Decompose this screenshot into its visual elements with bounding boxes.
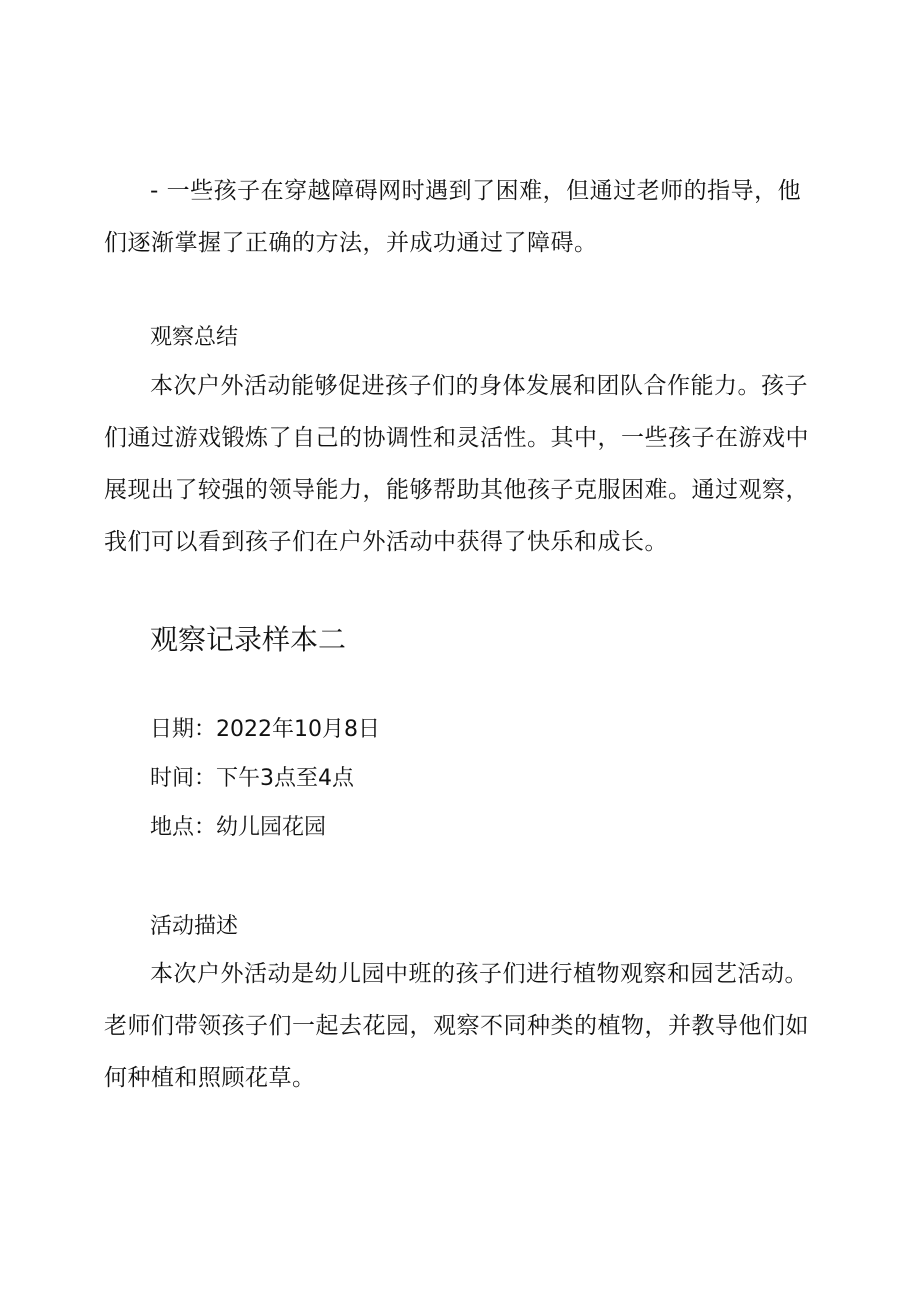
summary-heading: 观察总结 [150, 325, 239, 350]
location-line: 地点：幼儿园花园 [150, 815, 327, 840]
activity-paragraph: 本次户外活动是幼儿园中班的孩子们进行植物观察和园艺活动。老师们带领孩子们一起去花园，观察不同种类的植物，并教导他们如何种植和照顾花草。 [104, 961, 809, 1091]
sample-two-title: 观察记录样本二 [150, 623, 347, 656]
date-line: 日期：2022年10月8日 [150, 717, 380, 742]
summary-paragraph: 本次户外活动能够促进孩子们的身体发展和团队合作能力。孩子们通过游戏锻炼了自己的协调性和灵活性。其中，一些孩子在游戏中展现出了较强的领导能力，能够帮助其他孩子克服困难。通过观察，我们可以看到孩子们在户外活动中获得了快乐和成长。 [104, 373, 809, 555]
activity-heading: 活动描述 [150, 914, 239, 939]
intro-paragraph: - 一些孩子在穿越障碍网时遇到了困难，但通过老师的指导，他们逐渐掌握了正确的方法，并成功通过了障碍。 [104, 178, 802, 256]
time-line: 时间：下午3点至4点 [150, 766, 354, 791]
